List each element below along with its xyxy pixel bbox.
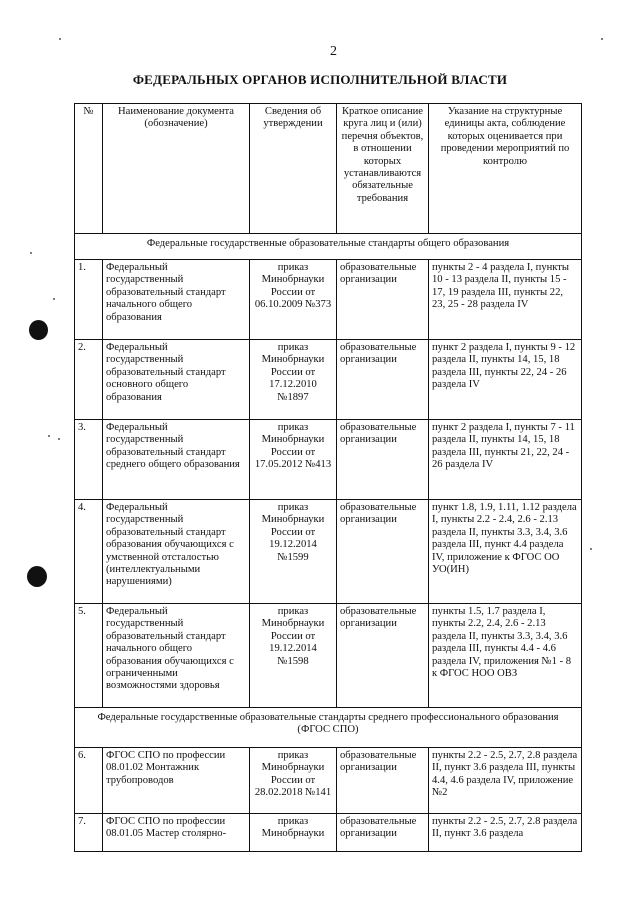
table-row <box>75 420 582 500</box>
section-general-education <box>75 234 582 260</box>
subjects: образовательные организации <box>337 500 429 604</box>
table-row <box>75 500 582 604</box>
scan-speck <box>590 548 592 550</box>
row-number: 7. <box>75 814 103 852</box>
table-row <box>75 340 582 420</box>
document-name: Федеральный государственный образовательный стандарт начального общего образования обучающихся с ограниченными возможностями здоровья <box>103 604 250 708</box>
structural-units: пункт 2 раздела I, пункты 7 - 11 раздела II, пункты 14, 15, 18 раздела III, пункты 21, 22, 24 - 26 раздела IV <box>429 420 582 500</box>
subjects: образовательные организации <box>337 604 429 708</box>
row-number: 4. <box>75 500 103 604</box>
row-number: 5. <box>75 604 103 708</box>
structural-units: пункт 1.8, 1.9, 1.11, 1.12 раздела I, пункты 2.2 - 2.4, 2.6 - 2.13 раздела II, пункты 3.3, 3.4, 3.6 раздела III, пункт 4.4 раздела IV, приложение к ФГОС ОО УО(ИН) <box>429 500 582 604</box>
header-structural-units: Указание на структурные единицы акта, соблюдение которых оценивается при проведении мероприятий по контролю <box>429 104 582 234</box>
row-number: 3. <box>75 420 103 500</box>
subjects: образовательные организации <box>337 340 429 420</box>
document-name: Федеральный государственный образовательный стандарт основного общего образования <box>103 340 250 420</box>
document-name: ФГОС СПО по профессии 08.01.05 Мастер столярно- <box>103 814 250 852</box>
punch-hole-bottom <box>27 566 47 587</box>
document-name: ФГОС СПО по профессии 08.01.02 Монтажник трубопроводов <box>103 748 250 814</box>
punch-hole-top <box>29 320 48 340</box>
table-header-row <box>75 104 582 234</box>
row-number: 2. <box>75 340 103 420</box>
requirements-table <box>74 103 582 852</box>
page-number: 2 <box>330 44 337 59</box>
subjects: образовательные организации <box>337 748 429 814</box>
structural-units: пункты 2.2 - 2.5, 2.7, 2.8 раздела II, пункт 3.6 раздела III, пункты 4.4, 4.6 раздела IV, приложение №2 <box>429 748 582 814</box>
approval-info: приказ Минобрнауки России от 19.12.2014 №1599 <box>250 500 337 604</box>
table-row <box>75 748 582 814</box>
header-subjects: Краткое описание круга лиц и (или) перечня объектов, в отношении которых устанавливаются обязательные требования <box>337 104 429 234</box>
structural-units: пункты 2.2 - 2.5, 2.7, 2.8 раздела II, пункт 3.6 раздела <box>429 814 582 852</box>
scan-speck <box>59 38 61 40</box>
table-row <box>75 604 582 708</box>
document-name: Федеральный государственный образовательный стандарт среднего общего образования <box>103 420 250 500</box>
page-heading: ФЕДЕРАЛЬНЫХ ОРГАНОВ ИСПОЛНИТЕЛЬНОЙ ВЛАСТИ <box>132 72 508 87</box>
document-name: Федеральный государственный образовательный стандарт образования обучающихся с умственной отсталостью (интеллектуальными нарушениями) <box>103 500 250 604</box>
scan-speck <box>53 298 55 300</box>
table-row <box>75 260 582 340</box>
table-row <box>75 814 582 852</box>
structural-units: пункты 1.5, 1.7 раздела I, пункты 2.2, 2.4, 2.6 - 2.13 раздела II, пункты 3.3, 3.4, 3.6 раздела III, пункты 4.4 - 4.6 раздела IV, приложения №1 - 8 к ФГОС НОО ОВЗ <box>429 604 582 708</box>
scan-speck <box>58 438 60 440</box>
scan-speck <box>30 252 32 254</box>
subjects: образовательные организации <box>337 260 429 340</box>
approval-info: приказ Минобрнауки России от 17.12.2010 №1897 <box>250 340 337 420</box>
document-name: Федеральный государственный образовательный стандарт начального общего образования <box>103 260 250 340</box>
section-title: Федеральные государственные образовательные стандарты среднего профессионального образования (ФГОС СПО) <box>75 708 582 748</box>
row-number: 6. <box>75 748 103 814</box>
header-approval: Сведения об утверждении <box>250 104 337 234</box>
subjects: образовательные организации <box>337 420 429 500</box>
row-number: 1. <box>75 260 103 340</box>
section-title: Федеральные государственные образовательные стандарты общего образования <box>75 234 582 260</box>
section-vocational-education <box>75 708 582 748</box>
approval-info: приказ Минобрнауки России от 17.05.2012 №413 <box>250 420 337 500</box>
approval-info: приказ Минобрнауки России от 19.12.2014 №1598 <box>250 604 337 708</box>
subjects: образовательные организации <box>337 814 429 852</box>
approval-info: приказ Минобрнауки России от 06.10.2009 №373 <box>250 260 337 340</box>
header-number: № <box>75 104 103 234</box>
structural-units: пункт 2 раздела I, пункты 9 - 12 раздела II, пункты 14, 15, 18 раздела III, пункты 22, 24 - 26 раздела IV <box>429 340 582 420</box>
structural-units: пункты 2 - 4 раздела I, пункты 10 - 13 раздела II, пункты 15 - 17, 19 раздела III, пункты 22, 23, 25 - 28 раздела IV <box>429 260 582 340</box>
approval-info: приказ Минобрнауки <box>250 814 337 852</box>
scan-speck <box>48 435 50 437</box>
approval-info: приказ Минобрнауки России от 28.02.2018 №141 <box>250 748 337 814</box>
header-document-name: Наименование документа (обозначение) <box>103 104 250 234</box>
scan-speck <box>601 38 603 40</box>
